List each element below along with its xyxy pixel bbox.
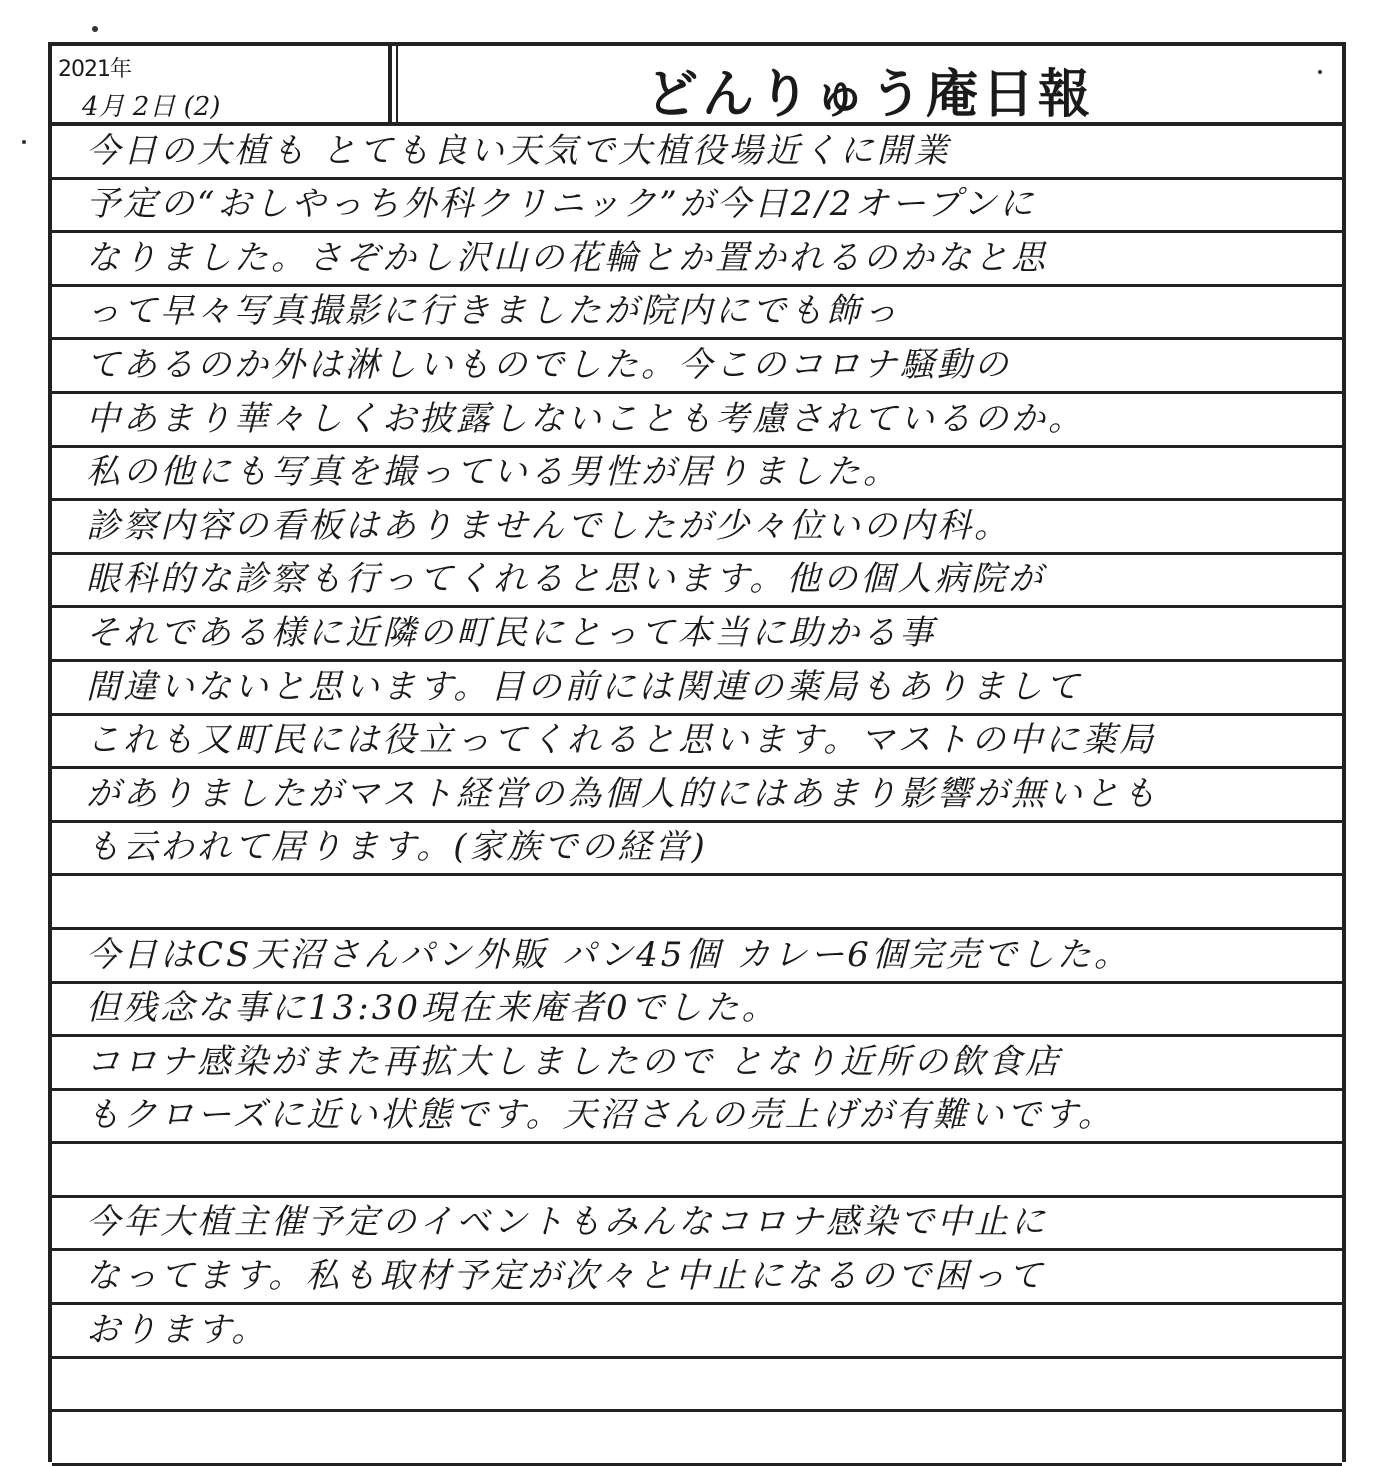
ruled-line <box>52 1144 1342 1198</box>
ruled-line <box>52 1251 1342 1305</box>
ruled-line <box>52 501 1342 555</box>
title-box <box>396 46 1342 125</box>
handwritten-line: がありましたがマスト経営の為個人的にはあまり影響が無いとも <box>86 773 1159 814</box>
ruled-line <box>52 1412 1342 1466</box>
ruled-line <box>52 1305 1342 1359</box>
report-title: どんりゅう庵日報 <box>645 65 1094 125</box>
ruled-line <box>52 287 1342 341</box>
ruled-line <box>52 930 1342 984</box>
ruled-line <box>52 180 1342 234</box>
ruled-line <box>52 340 1342 394</box>
handwritten-line: なってます。私も取材予定が次々と中止になるので困って <box>86 1256 1046 1297</box>
handwritten-line: 今日の大植も とても良い天気で大植役場近くに開業 <box>86 130 951 171</box>
daily-report-sheet <box>48 42 1346 1462</box>
ruled-line <box>52 716 1342 770</box>
ruled-line <box>52 1198 1342 1252</box>
ruled-line <box>52 394 1342 448</box>
handwritten-line: って早々写真撮影に行きましたが院内にでも飾っ <box>86 291 900 332</box>
ruled-line <box>52 555 1342 609</box>
handwritten-line: 但残念な事に13:30現在来庵者0でした。 <box>86 988 779 1029</box>
handwritten-line: これも又町民には役立ってくれると思います。マストの中に薬局 <box>86 720 1157 761</box>
handwritten-date: 4月 2日 (2) <box>82 92 221 122</box>
ruled-line <box>52 984 1342 1038</box>
ruled-lines <box>52 126 1342 1466</box>
ruled-line <box>52 769 1342 823</box>
ruled-line <box>52 823 1342 877</box>
ruled-line <box>52 1037 1342 1091</box>
report-header <box>52 46 1342 126</box>
handwritten-line: 今日はCS天沼さんパン外販 パン45個 カレー6個完売でした。 <box>86 934 1131 975</box>
ruled-line <box>52 233 1342 287</box>
handwritten-line: それである様に近隣の町民にとって本当に助かる事 <box>86 612 937 653</box>
scan-speck <box>22 140 26 144</box>
handwritten-line: てあるのか外は淋しいものでした。今このコロナ騒動の <box>86 344 1011 385</box>
ruled-line <box>52 662 1342 716</box>
handwritten-line: 予定の“おしやっち外科クリニック”が今日2/2オープンに <box>86 184 1037 225</box>
handwritten-line: コロナ感染がまた再拡大しましたので となり近所の飲食店 <box>86 1041 1062 1082</box>
ruled-line <box>52 126 1342 180</box>
handwritten-line: なりました。さぞかし沢山の花輪とか置かれるのかなと思 <box>86 237 1048 278</box>
ruled-line <box>52 608 1342 662</box>
date-box <box>52 46 392 122</box>
year-label: 2021年 <box>58 57 131 82</box>
handwritten-line: 中あまり華々しくお披露しないことも考慮されているのか。 <box>86 398 1085 439</box>
ruled-line <box>52 1091 1342 1145</box>
handwritten-line: 眼科的な診察も行ってくれると思います。他の個人病院が <box>86 559 1046 600</box>
handwritten-line: も云われて居ります。(家族での経営) <box>86 827 708 868</box>
handwritten-line: 診察内容の看板はありませんでしたが少々位いの内科。 <box>86 505 1011 546</box>
handwritten-line: おります。 <box>86 1309 269 1350</box>
handwritten-line: 今年大植主催予定のイベントもみんなコロナ感染で中止に <box>86 1202 1048 1243</box>
scan-speck <box>92 26 98 32</box>
ruled-line <box>52 1359 1342 1413</box>
ruled-line <box>52 876 1342 930</box>
handwritten-line: もクローズに近い状態です。天沼さんの売上げが有難いです。 <box>86 1095 1115 1136</box>
handwritten-line: 私の他にも写真を撮っている男性が居りました。 <box>86 452 900 493</box>
ruled-line <box>52 448 1342 502</box>
handwritten-line: 間違いないと思います。目の前には関連の薬局もありまして <box>86 666 1083 707</box>
